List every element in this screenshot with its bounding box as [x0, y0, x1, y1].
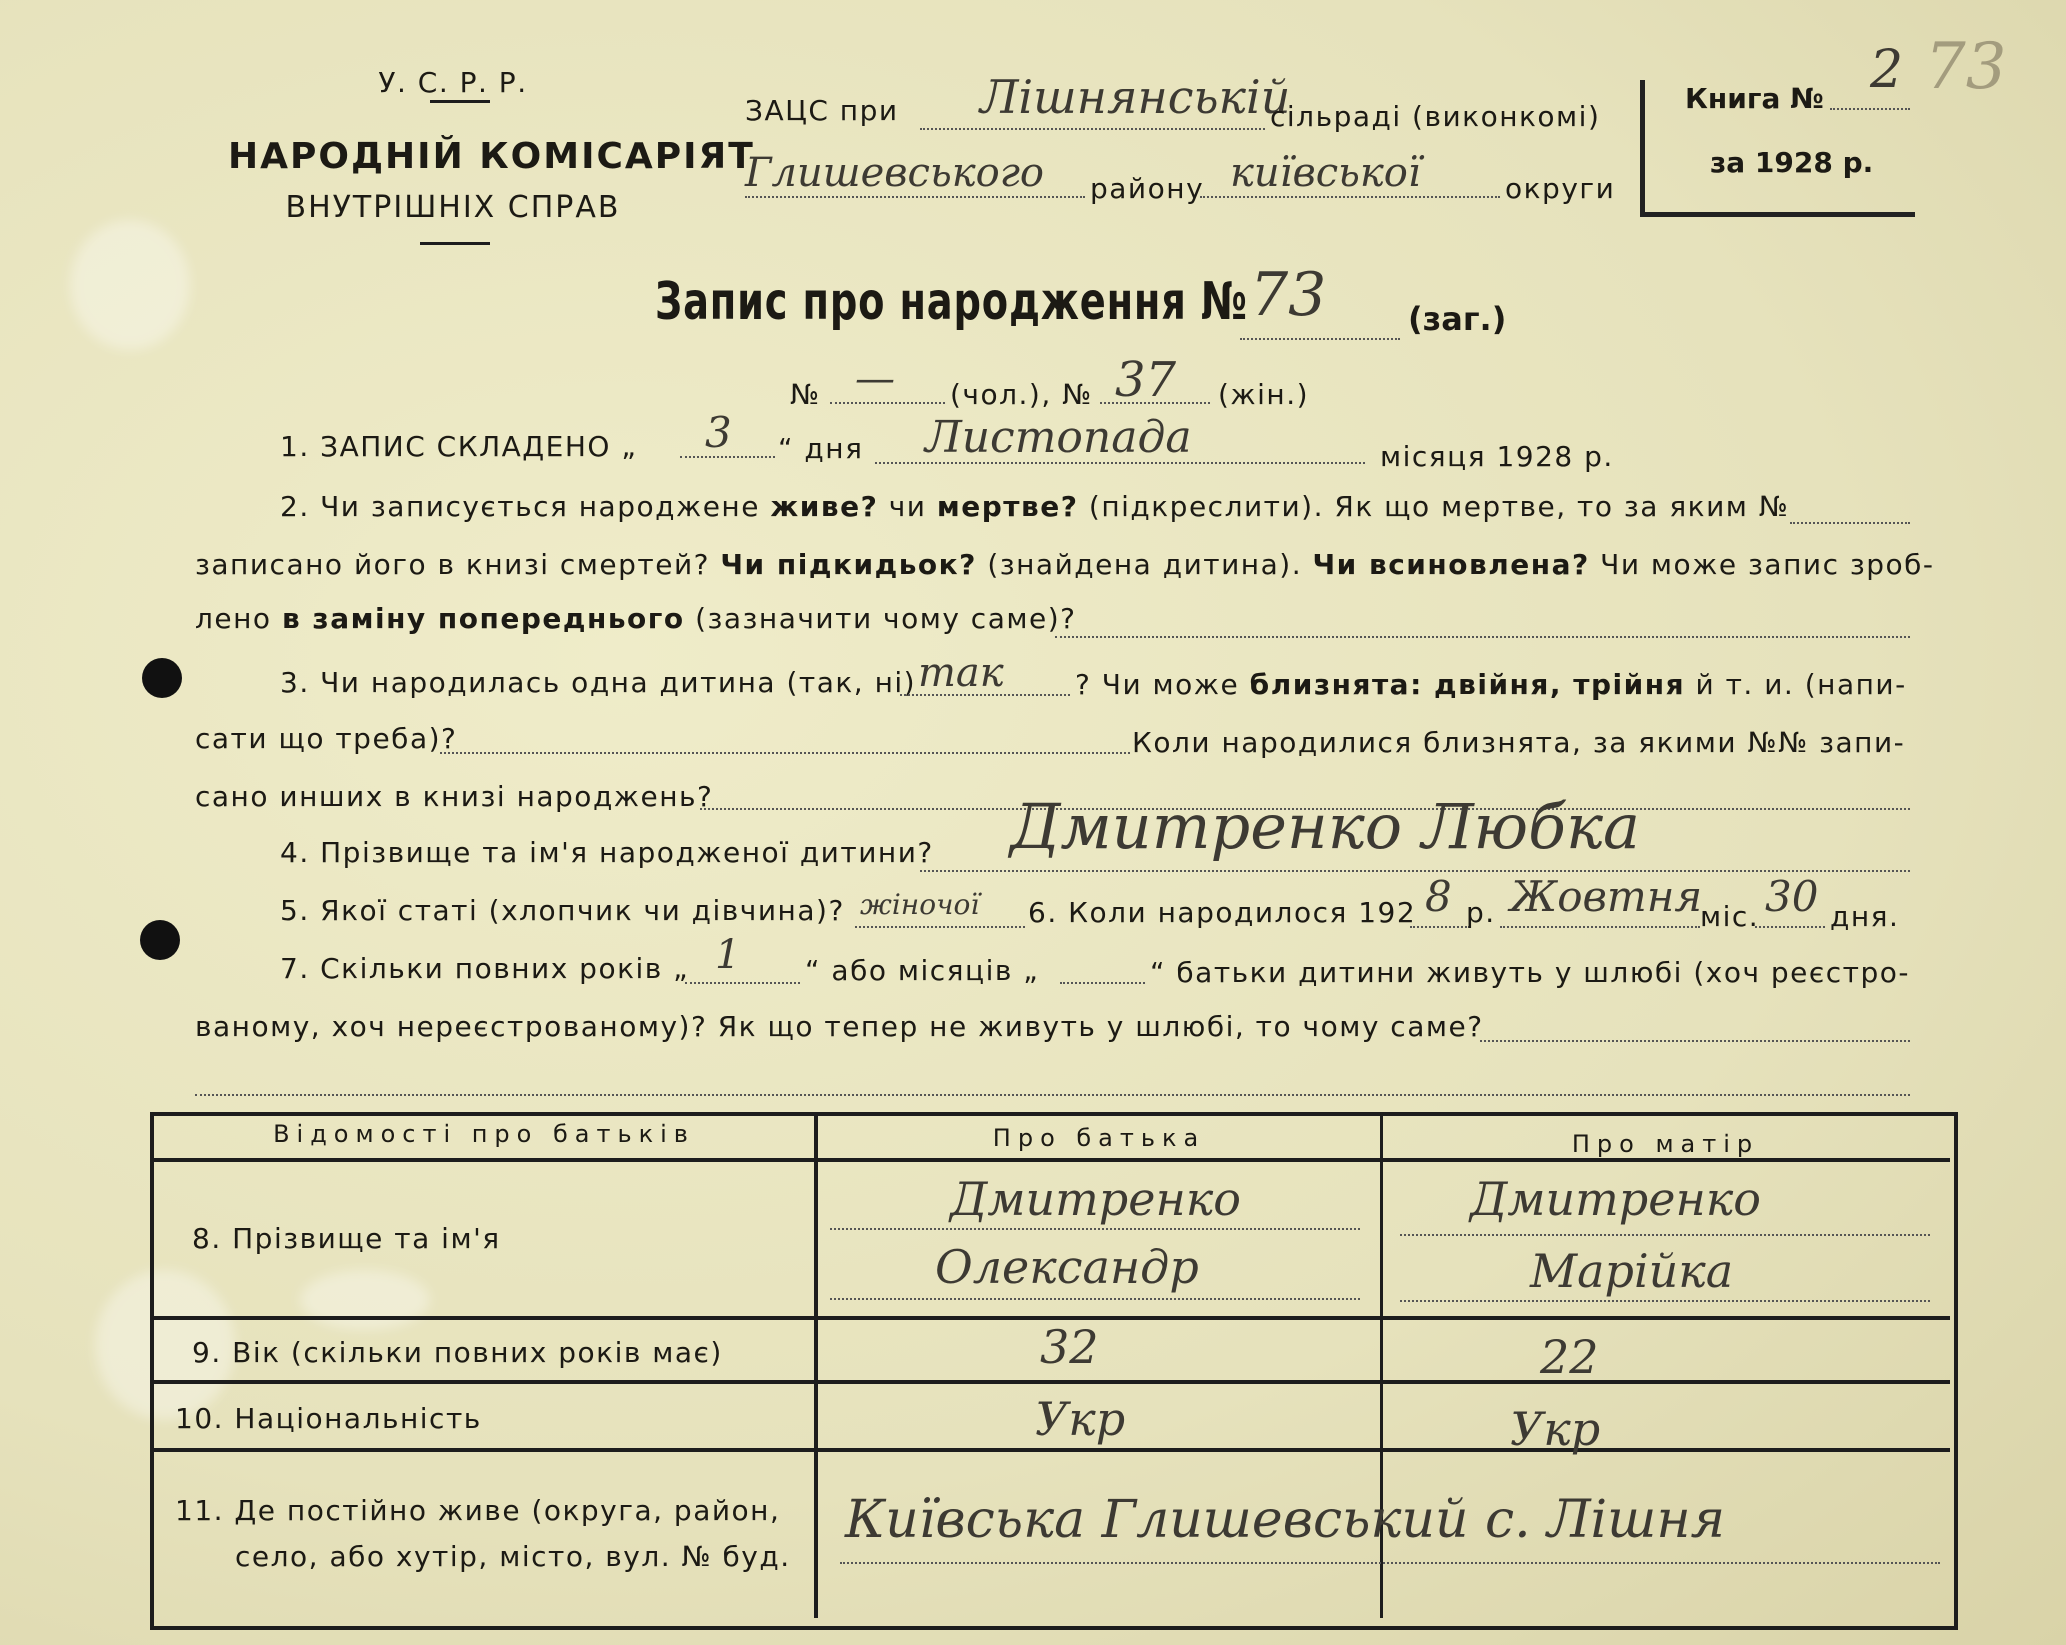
fill-line [1400, 1234, 1930, 1236]
fill-line [830, 1298, 1360, 1300]
table-divider [154, 1158, 1950, 1162]
item2-text: 2. Чи записується народжене [280, 490, 760, 523]
father-nationality-handwritten: Укр [1035, 1392, 1126, 1446]
punch-hole [140, 920, 180, 960]
fill-line [875, 462, 1365, 464]
item2-line3-a: лено [195, 602, 272, 635]
item1-prefix: 1. ЗАПИС СКЛАДЕНО „ [280, 430, 638, 463]
table-divider [154, 1448, 1950, 1452]
table-divider [814, 1116, 818, 1618]
item2-line3-c: (зазначити чому саме)? [695, 602, 1077, 635]
father-name-handwritten: Олександр [935, 1240, 1199, 1294]
fill-line [1790, 522, 1910, 524]
fill-line [1500, 926, 1700, 928]
item2-foundling: Чи підкидьок? [720, 548, 977, 581]
item5-label: 5. Якої статі (хлопчик чи дівчина)? [280, 894, 845, 927]
book-label: Книга № [1685, 82, 1824, 115]
column-header-info: Відомості про батьків [273, 1120, 695, 1148]
fill-line [920, 128, 1265, 130]
mother-age-handwritten: 22 [1540, 1330, 1599, 1384]
item3-line2-a: сати що треба)? [195, 722, 458, 755]
republic-label: У. С. Р. Р. [378, 66, 528, 99]
record-title-suffix: (заг.) [1408, 300, 1507, 338]
item2-text-tail: (підкреслити). Як що мертве, то за яким № [1088, 490, 1790, 523]
fill-line [830, 402, 945, 404]
book-margin-note: 73 [1925, 30, 2007, 104]
row11-label-line2: село, або хутір, місто, вул. № буд. [235, 1540, 791, 1573]
father-surname-handwritten: Дмитренко [950, 1172, 1241, 1226]
row11-label-line1: 11. Де постійно живе (округа, район, [175, 1494, 781, 1527]
column-header-mother: Про матір [1571, 1130, 1760, 1158]
zags-village-handwritten: Лішнянській [980, 70, 1291, 124]
divider [420, 242, 490, 245]
item3-line3: сано инших в книзі народжень? [195, 780, 714, 813]
commissariat-subtitle: ВНУТРІШНІХ СПРАВ [285, 190, 621, 225]
fill-line [1755, 926, 1825, 928]
zags-prefix: ЗАЦС при [745, 94, 899, 127]
item6-mis: міс. [1700, 900, 1760, 933]
book-number-handwritten: 2 [1870, 40, 1904, 100]
fill-line [1055, 636, 1910, 638]
item7-text-a: 7. Скільки повних років „ [280, 952, 690, 985]
mother-name-handwritten: Марійка [1530, 1244, 1734, 1298]
commissariat-title: НАРОДНІЙ КОМІСАРІЯТ [228, 136, 755, 177]
row8-label: 8. Прізвище та ім'я [192, 1222, 501, 1255]
father-age-handwritten: 32 [1040, 1320, 1099, 1374]
female-label: (жін.) [1218, 378, 1310, 411]
item7-text-c: “ батьки дитини живуть у шлюбі (хоч реєстро- [1150, 956, 1910, 989]
item3-text-b: ? Чи може [1075, 668, 1240, 701]
item2-line2-c: (знайдена дитина). [987, 548, 1303, 581]
male-label: (чол.), № [950, 378, 1093, 411]
row10-label: 10. Національність [175, 1402, 482, 1435]
birth-year-handwritten: 8 [1425, 872, 1452, 921]
item2-dead: мертве? [936, 490, 1079, 523]
fill-line [920, 870, 1910, 872]
item6-r: р. [1466, 896, 1496, 929]
district-label: району [1090, 172, 1205, 205]
paper-stain [70, 220, 190, 350]
fill-line [1200, 196, 1500, 198]
item7-text-b: “ або місяців „ [805, 954, 1040, 987]
item1-suffix: місяця 1928 р. [1380, 440, 1614, 473]
item2-adopted: Чи всиновлена? [1312, 548, 1590, 581]
punch-hole [142, 658, 182, 698]
row9-label: 9. Вік (скільки повних років має) [192, 1336, 723, 1369]
mother-nationality-handwritten: Укр [1510, 1402, 1601, 1456]
fill-line [195, 1094, 1910, 1096]
item2-or: чи [888, 490, 927, 523]
fill-line [440, 752, 1130, 754]
fill-line [1400, 1300, 1930, 1302]
item2-replacement: в заміну попереднього [281, 602, 685, 635]
residence-handwritten: Київська Глишевський с. Лішня [845, 1490, 1726, 1550]
item3-line2-b: Коли народилися близнята, за якими №№ запи- [1132, 726, 1906, 759]
item3-single-handwritten: так [918, 650, 1004, 696]
male-number-handwritten: — [855, 356, 895, 402]
marriage-years-handwritten: 1 [715, 932, 741, 978]
male-no-label: № [790, 378, 821, 411]
female-number-handwritten: 37 [1115, 352, 1177, 408]
fill-line [855, 926, 1025, 928]
item3-text: 3. Чи народилась одна дитина (так, ні) [280, 666, 917, 699]
record-title: Запис про народження № [655, 272, 1248, 332]
item3-twins: близнята: двійня, трійня [1249, 668, 1686, 701]
fill-line [1410, 926, 1470, 928]
table-divider [154, 1380, 1950, 1384]
okrug-handwritten: київської [1230, 150, 1421, 196]
child-name-handwritten: Дмитренко Любка [1010, 790, 1640, 863]
fill-line [840, 1562, 1940, 1564]
fill-line [1100, 402, 1210, 404]
mother-surname-handwritten: Дмитренко [1470, 1172, 1761, 1226]
item1-day-handwritten: 3 [705, 408, 732, 457]
birth-day-handwritten: 30 [1765, 872, 1819, 921]
item2-line2-e: Чи може запис зроб- [1600, 548, 1935, 581]
item1-mid: “ дня [778, 432, 864, 465]
item4-label: 4. Прізвище та ім'я народженої дитини? [280, 836, 934, 869]
item6-label: 6. Коли народилося 192 [1028, 896, 1417, 929]
fill-line [830, 1228, 1360, 1230]
okrug-label: округи [1505, 172, 1616, 205]
fill-line [1060, 982, 1145, 984]
fill-line [1480, 1040, 1910, 1042]
birth-month-handwritten: Жовтня [1510, 872, 1703, 921]
fill-line [900, 694, 1070, 696]
record-number-handwritten: 73 [1250, 260, 1327, 330]
item7-line2: ваному, хоч нереєстрованому)? Як що тепер не живуть у шлюбі, то чому саме? [195, 1010, 1484, 1043]
fill-line [685, 982, 800, 984]
book-year: за 1928 р. [1710, 146, 1874, 179]
divider [430, 100, 490, 103]
item1-month-handwritten: Листопада [925, 412, 1192, 463]
item2-alive: живе? [770, 490, 879, 523]
item2-line2-a: записано його в книзі смертей? [195, 548, 711, 581]
column-header-father: Про батька [992, 1124, 1206, 1152]
fill-line [1830, 108, 1910, 110]
fill-line [745, 196, 1085, 198]
zags-suffix: сільраді (виконкомі) [1270, 100, 1601, 133]
fill-line [680, 456, 775, 458]
item6-dnia: дня. [1830, 900, 1900, 933]
item3-text-d: й т. и. (напи- [1695, 668, 1907, 701]
fill-line [1240, 338, 1400, 340]
child-sex-handwritten: жіночої [860, 888, 980, 921]
district-handwritten: Глишевського [745, 150, 1045, 196]
